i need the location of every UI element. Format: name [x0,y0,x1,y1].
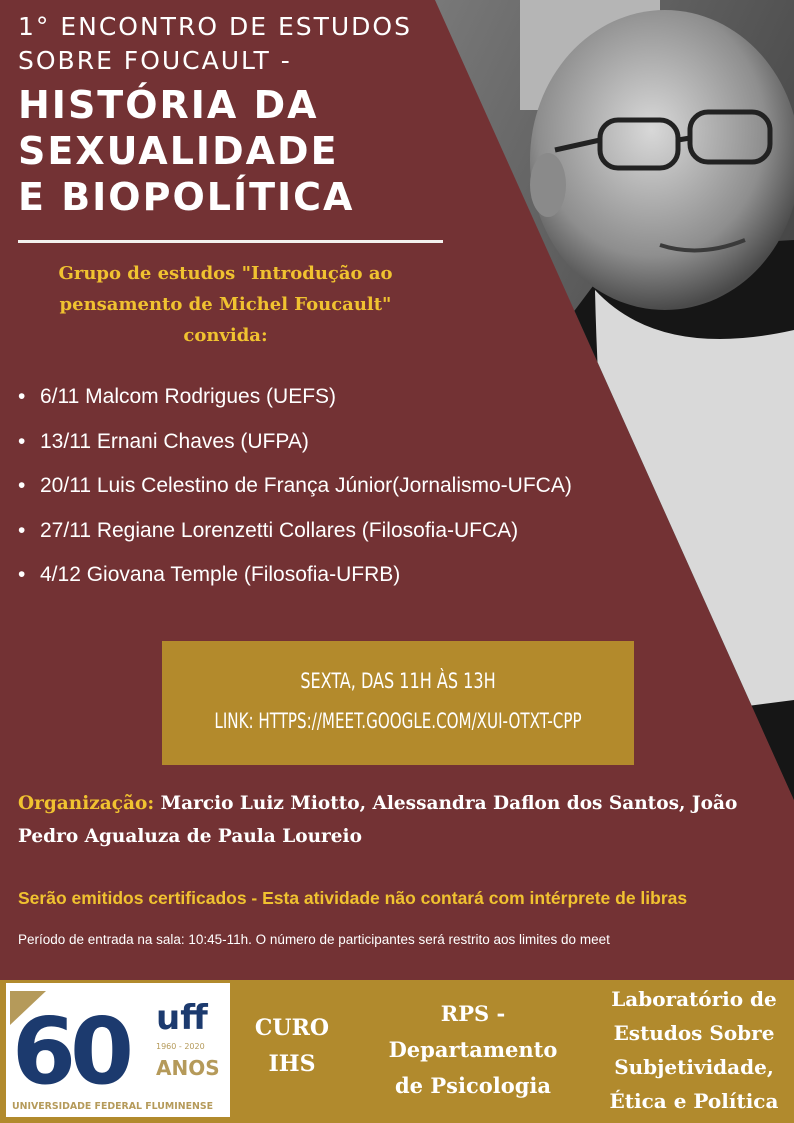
speaker-text: 13/11 Ernani Chaves (UFPA) [40,429,309,453]
bullet-icon: • [18,385,26,408]
speaker-text: 4/12 Giovana Temple (Filosofia-UFRB) [40,563,401,586]
footer-rps-line: RPS - [440,1001,506,1026]
speaker-item [14,425,572,470]
schedule-box [162,641,634,765]
speaker-item [14,380,572,425]
footer-curo-line: IHS [268,1051,316,1077]
footer-lab [596,982,792,1118]
main-title [18,82,448,220]
speaker-item [14,558,572,603]
footer-lab-line: Subjetividade, [614,1055,774,1079]
footer-lab-line: Laboratório de [611,987,777,1011]
organization-label: Organização: [18,793,155,814]
organization [18,787,778,853]
invitation-line: Grupo de estudos "Introdução ao [58,263,393,284]
bullet-icon: • [18,518,26,542]
speaker-item [14,469,572,514]
speaker-text: 27/11 Regiane Lorenzetti Collares (Filosofia-UFCA) [40,518,519,542]
main-title-line: E BIOPOLÍTICA [18,175,355,219]
speaker-item [14,514,572,559]
meet-link[interactable]: LINK: HTTPS://MEET.GOOGLE.COM/XUI-OTXT-CPP [214,709,582,733]
invitation-line: pensamento de Michel Foucault" [59,294,392,315]
footer-rps [368,996,578,1104]
invitation-text [18,258,433,351]
speaker-text: 6/11 Malcom Rodrigues (UEFS) [40,385,337,408]
speaker-text: 20/11 Luis Celestino de França Júnior(Jornalismo-UFCA) [40,474,572,497]
main-title-line: HISTÓRIA DA [18,83,319,127]
footer-rps-line: Departamento [388,1037,558,1062]
logo-years: 1960 - 2020 [156,1042,205,1051]
uff-logo-graphic [6,983,230,1117]
certificates-note: Serão emitidos certificados - Esta atividade não contará com intérprete de libras [18,888,688,908]
bullet-icon: • [18,429,26,453]
organization-names: Marcio Luiz Miotto, Alessandra Daflon dos Santos, João Pedro Agualuza de Paula Loureio [18,793,738,847]
main-title-line: SEXUALIDADE [18,129,339,173]
entry-period-note: Período de entrada na sala: 10:45-11h. O número de participantes será restrito aos limites do meet [18,932,610,947]
event-title: 1° ENCONTRO DE ESTUDOS SOBRE FOUCAULT - [18,12,412,75]
schedule-time: SEXTA, DAS 11H ÀS 13H [300,669,496,693]
footer-lab-line: Ética e Política [609,1089,779,1113]
footer-curo-line: CURO [254,1015,330,1041]
invitation-line: convida: [183,325,268,346]
footer-rps-line: de Psicologia [395,1073,551,1098]
logo-number: 60 [12,998,129,1105]
bullet-icon: • [18,563,26,586]
logo-brand: uff [156,998,208,1038]
footer-bar [0,980,794,1123]
logo-university: UNIVERSIDADE FEDERAL FLUMINENSE [12,1101,213,1112]
logo-anos: ANOS [156,1056,220,1080]
footer-curo-ihs [236,1010,348,1082]
speaker-list [14,380,572,603]
title-divider [18,240,443,243]
bullet-icon: • [18,474,26,497]
uff-60-anos-logo [6,983,230,1117]
footer-lab-line: Estudos Sobre [613,1021,775,1045]
